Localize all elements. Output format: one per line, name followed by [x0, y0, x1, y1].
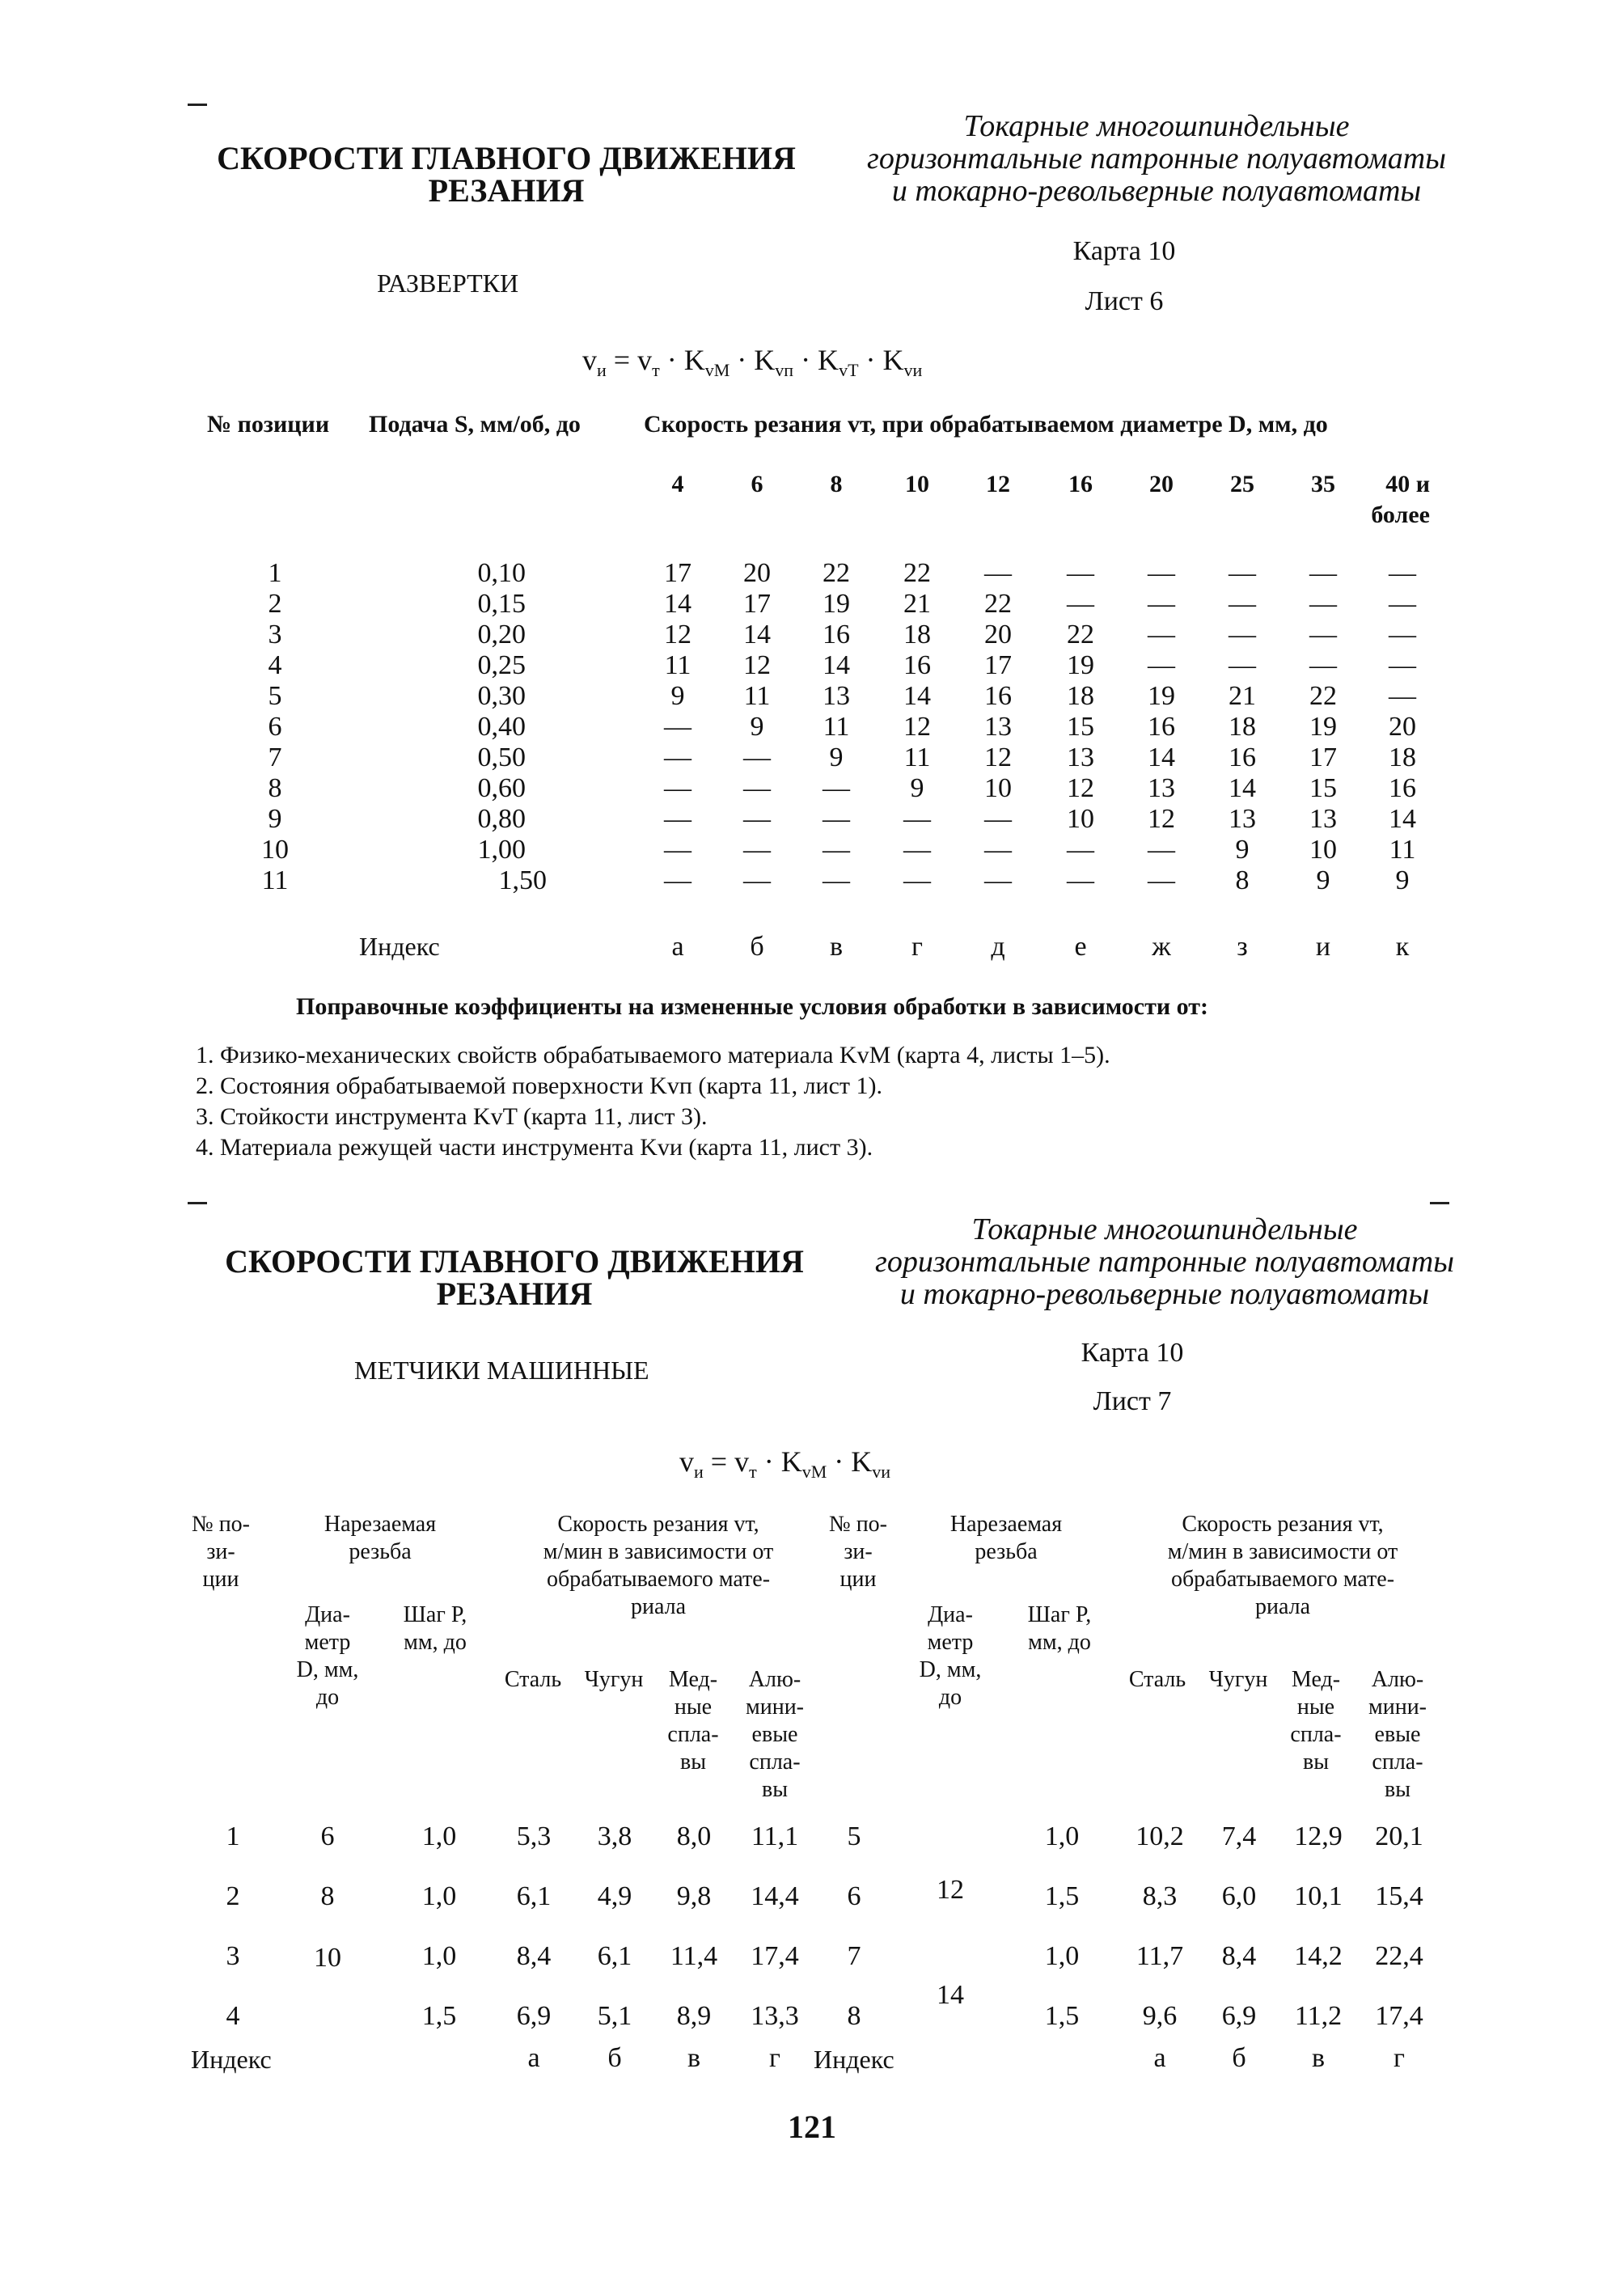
s1-diameter-6: 16 [1068, 471, 1093, 497]
s1-cell-speed: 17 [664, 558, 691, 588]
s1-cell-speed: — [743, 773, 771, 803]
s1-cell-speed: — [1148, 835, 1175, 865]
s1-index-8: з [1237, 932, 1248, 962]
s1-cell-speed: 16 [823, 620, 850, 649]
s1-cell-speed: — [984, 558, 1012, 588]
s1-diameter-5: 12 [986, 471, 1010, 497]
s1-cell-speed: — [664, 712, 691, 742]
s1-cell-speed: 11 [1389, 835, 1416, 865]
s1-cell-speed: — [743, 742, 771, 772]
s1-cell-speed: 21 [1229, 681, 1256, 711]
s1-cell-speed: 20 [743, 558, 771, 588]
s1-cell-speed: 12 [1067, 773, 1094, 803]
s1-cell-speed: — [664, 865, 691, 895]
s1-cell-speed: 18 [1067, 681, 1094, 711]
s2-left-diameter: 8 [320, 1881, 335, 1911]
section1-title: СКОРОСТИ ГЛАВНОГО ДВИЖЕНИЯ РЕЗАНИЯ [217, 140, 796, 209]
s2-index-left-1: а [527, 2043, 540, 2073]
s1-row-position: 8 [268, 773, 282, 803]
s1-row-feed: 0,40 [477, 712, 526, 742]
s2-index-right-3: в [1311, 2043, 1326, 2073]
s2-head-step-right: Шаг P, мм, до [1027, 1602, 1092, 1655]
s1-head-position: № позиции [207, 411, 330, 438]
s2-right-position: 7 [847, 1941, 861, 1971]
s1-cell-speed: 8 [1235, 865, 1250, 895]
s2-index-left-4: г [769, 2043, 780, 2073]
s2-right-speed: 9,6 [1142, 2001, 1178, 2031]
s1-cell-speed: 19 [823, 589, 850, 619]
s2-right-speed: 6,0 [1221, 1881, 1257, 1911]
s1-cell-speed: 16 [984, 681, 1012, 711]
s2-right-speed: 8,3 [1142, 1881, 1178, 1911]
s1-cell-speed: — [1148, 865, 1175, 895]
s2-head-position-left: № по- зи- ции [191, 1512, 251, 1592]
s1-diameter-2: 6 [751, 471, 763, 497]
s1-row-position: 10 [261, 835, 289, 865]
s1-cell-speed: 22 [1309, 681, 1337, 711]
s2-head-diameter-left: Диа- метр D, мм, до [296, 1602, 359, 1710]
s2-left-position: 4 [226, 2001, 240, 2031]
s2-merged-diameter-right: 12 [937, 1875, 964, 1905]
s2-right-speed: 22,4 [1375, 1941, 1423, 1971]
s2-left-speed: 14,4 [751, 1881, 799, 1911]
s1-row-position: 9 [268, 804, 282, 834]
s1-diameter-7: 20 [1149, 471, 1174, 497]
s2-head-thread-left: Нарезаемая резьба [324, 1512, 437, 1564]
s1-cell-speed: — [903, 804, 931, 834]
s2-left-step: 1,5 [421, 2001, 457, 2031]
s2-index-right-2: б [1232, 2043, 1246, 2073]
s1-cell-speed: 11 [743, 681, 771, 711]
s1-row-feed: 0,10 [477, 558, 526, 588]
s2-head-position-right: № по- зи- ции [828, 1512, 888, 1592]
s1-diameter-9: 35 [1311, 471, 1335, 497]
s1-cell-speed: — [1389, 558, 1416, 588]
s1-cell-speed: — [903, 865, 931, 895]
s1-cell-speed: — [1229, 650, 1256, 680]
s1-cell-speed: — [1229, 620, 1256, 649]
s2-left-speed: 5,3 [516, 1821, 552, 1851]
s2-left-position: 3 [226, 1941, 240, 1971]
s1-cell-speed: — [664, 742, 691, 772]
s1-cell-speed: — [1067, 589, 1094, 619]
s1-index-10: к [1395, 932, 1410, 962]
section1-machine-type: Токарные многошпиндельные горизонтальные патронные полуавтоматы и токарно-револьверные полуавтоматы [867, 109, 1446, 208]
s1-correction-4: 4. Материала режущей части инструмента Kvи (карта 11, лист 3). [196, 1134, 873, 1161]
s1-cell-speed: 11 [823, 712, 850, 742]
s1-row-position: 5 [268, 681, 282, 711]
s1-cell-speed: 17 [984, 650, 1012, 680]
section2-tool: МЕТЧИКИ МАШИННЫЕ [354, 1356, 649, 1385]
s1-cell-speed: 14 [743, 620, 771, 649]
s2-left-position: 2 [226, 1881, 240, 1911]
s2-left-speed: 13,3 [751, 2001, 799, 2031]
s2-left-speed: 4,9 [597, 1881, 632, 1911]
s1-row-feed: 0,60 [477, 773, 526, 803]
s1-cell-speed: 21 [903, 589, 931, 619]
s1-cell-speed: — [1309, 650, 1337, 680]
corner-mark [188, 1202, 207, 1204]
s2-head-speed-right: Скорость резания vт, м/мин в зависимости от обрабатываемого мате- риала [1167, 1512, 1398, 1619]
s1-cell-speed: — [1067, 835, 1094, 865]
s2-head-alu-left: Алю- мини- евые спла- вы [746, 1667, 804, 1802]
s2-left-speed: 6,1 [597, 1941, 632, 1971]
s1-cell-speed: 9 [829, 742, 844, 772]
s1-cell-speed: 11 [664, 650, 691, 680]
section1-sheet: Лист 6 [1085, 286, 1164, 316]
s1-correction-2: 2. Состояния обрабатываемой поверхности Kvп (карта 11, лист 1). [196, 1072, 883, 1099]
s1-row-position: 3 [268, 620, 282, 649]
s1-row-position: 7 [268, 742, 282, 772]
s1-cell-speed: — [903, 835, 931, 865]
s1-cell-speed: — [823, 773, 850, 803]
s1-cell-speed: 18 [1229, 712, 1256, 742]
s2-head-copper-left: Мед- ные спла- вы [667, 1667, 719, 1775]
s1-cell-speed: 12 [1148, 804, 1175, 834]
s2-right-speed: 10,2 [1136, 1821, 1184, 1851]
corner-mark [188, 104, 207, 106]
s2-right-step: 1,0 [1044, 1941, 1080, 1971]
s2-right-speed: 17,4 [1375, 2001, 1423, 2031]
s1-row-feed: 0,25 [477, 650, 526, 680]
s1-row-position: 2 [268, 589, 282, 619]
s2-left-diameter: 6 [320, 1821, 335, 1851]
s2-left-speed: 8,0 [676, 1821, 712, 1851]
s1-head-speed: Скорость резания vт, при обрабатываемом диаметре D, мм, до [644, 411, 1328, 438]
s2-left-speed: 6,1 [516, 1881, 552, 1911]
s1-cell-speed: — [664, 773, 691, 803]
s1-index-3: в [829, 932, 844, 962]
s1-cell-speed: 14 [1148, 742, 1175, 772]
s2-right-speed: 7,4 [1221, 1821, 1257, 1851]
s2-right-speed: 8,4 [1221, 1941, 1257, 1971]
s2-right-position: 6 [847, 1881, 861, 1911]
s1-row-feed: 0,80 [477, 804, 526, 834]
s1-cell-speed: 9 [1395, 865, 1410, 895]
s1-cell-speed: 13 [1067, 742, 1094, 772]
s1-row-feed: 0,20 [477, 620, 526, 649]
s2-left-speed: 8,4 [516, 1941, 552, 1971]
section2-machine-type: Токарные многошпиндельные горизонтальные патронные полуавтоматы и токарно-револьверные полуавтоматы [875, 1212, 1454, 1311]
s1-cell-speed: — [1148, 558, 1175, 588]
s1-diameter-1: 4 [671, 471, 684, 497]
s1-cell-speed: 10 [984, 773, 1012, 803]
s1-index-6: е [1074, 932, 1087, 962]
s1-cell-speed: 19 [1309, 712, 1337, 742]
s1-index-7: ж [1152, 932, 1171, 962]
section1-tool: РАЗВЕРТКИ [377, 269, 519, 298]
s1-row-feed: 0,30 [477, 681, 526, 711]
s2-index-left-2: б [607, 2043, 622, 2073]
s1-cell-speed: 16 [1229, 742, 1256, 772]
s1-cell-speed: 10 [1067, 804, 1094, 834]
s1-cell-speed: — [984, 804, 1012, 834]
s1-cell-speed: — [1067, 558, 1094, 588]
s1-cell-speed: 18 [1389, 742, 1416, 772]
s1-cell-speed: 17 [743, 589, 771, 619]
s2-head-steel-right: Сталь [1128, 1667, 1186, 1692]
s2-left-speed: 17,4 [751, 1941, 799, 1971]
s1-row-position: 4 [268, 650, 282, 680]
s2-index-label-left: Индекс [191, 2045, 272, 2074]
s2-head-diameter-right: Диа- метр D, мм, до [919, 1602, 982, 1710]
s2-left-speed: 11,1 [751, 1821, 799, 1851]
s2-right-speed: 10,1 [1294, 1881, 1343, 1911]
s2-left-speed: 11,4 [670, 1941, 718, 1971]
s1-cell-speed: 18 [903, 620, 931, 649]
s1-row-feed: 0,15 [477, 589, 526, 619]
s1-cell-speed: 15 [1067, 712, 1094, 742]
s1-cell-speed: 9 [670, 681, 685, 711]
s1-cell-speed: — [1389, 681, 1416, 711]
s1-cell-speed: 9 [1235, 835, 1250, 865]
s1-diameter-8: 25 [1230, 471, 1254, 497]
s2-right-speed: 11,2 [1294, 2001, 1343, 2031]
s2-right-speed: 6,9 [1221, 2001, 1257, 2031]
s1-cell-speed: 19 [1148, 681, 1175, 711]
s1-cell-speed: 14 [1389, 804, 1416, 834]
s1-row-position: 6 [268, 712, 282, 742]
s1-row-position: 11 [261, 865, 289, 895]
s1-corrections-list [196, 1040, 1110, 1163]
s1-cell-speed: 22 [1067, 620, 1094, 649]
s2-left-step: 1,0 [421, 1881, 457, 1911]
s1-cell-speed: — [1148, 589, 1175, 619]
s2-right-position: 5 [847, 1821, 861, 1851]
s1-cell-speed: 14 [823, 650, 850, 680]
s1-cell-speed: 16 [903, 650, 931, 680]
s1-row-feed: 1,00 [477, 835, 526, 865]
s2-right-step: 1,5 [1044, 2001, 1080, 2031]
s2-head-iron-right: Чугун [1208, 1667, 1268, 1692]
s1-cell-speed: 9 [910, 773, 924, 803]
s2-right-speed: 11,7 [1136, 1941, 1184, 1971]
s1-cell-speed: 9 [750, 712, 764, 742]
s2-left-speed: 3,8 [597, 1821, 632, 1851]
s1-cell-speed: 22 [984, 589, 1012, 619]
s1-cell-speed: 16 [1389, 773, 1416, 803]
s1-cell-speed: — [1389, 589, 1416, 619]
s2-index-left-3: в [687, 2043, 701, 2073]
s2-index-label-right: Индекс [814, 2045, 894, 2074]
s1-cell-speed: — [1309, 620, 1337, 649]
s1-cell-speed: 13 [1309, 804, 1337, 834]
s1-cell-speed: — [823, 865, 850, 895]
s1-cell-speed: 9 [1316, 865, 1330, 895]
s1-diameter-4: 10 [905, 471, 929, 497]
s1-index-label: Индекс [359, 932, 440, 961]
section2-title: СКОРОСТИ ГЛАВНОГО ДВИЖЕНИЯ РЕЗАНИЯ [225, 1243, 804, 1312]
s1-cell-speed: 13 [1229, 804, 1256, 834]
s2-right-speed: 14,2 [1294, 1941, 1343, 1971]
s2-right-speed: 15,4 [1375, 1881, 1423, 1911]
s1-cell-speed: 12 [664, 620, 691, 649]
s1-index-4: г [911, 932, 923, 962]
s1-cell-speed: 22 [903, 558, 931, 588]
s1-correction-1: 1. Физико-механических свойств обрабатываемого материала KvM (карта 4, листы 1–5). [196, 1042, 1110, 1068]
s1-cell-speed: 15 [1309, 773, 1337, 803]
s2-head-iron-left: Чугун [584, 1667, 644, 1692]
s1-head-feed: Подача S, мм/об, до [369, 411, 581, 438]
s1-cell-speed: — [1148, 650, 1175, 680]
s1-cell-speed: 12 [743, 650, 771, 680]
s1-cell-speed: — [823, 835, 850, 865]
page-number: 121 [788, 2109, 836, 2145]
section2-formula: $v_и = v_т \cdot K_{vM} \cdot K_{vи}$ [679, 1445, 891, 1483]
s2-left-step: 1,0 [421, 1821, 457, 1851]
s2-right-step: 1,0 [1044, 1821, 1080, 1851]
s1-cell-speed: 13 [984, 712, 1012, 742]
s1-cell-speed: 20 [1389, 712, 1416, 742]
s2-right-position: 8 [847, 2001, 861, 2031]
s2-right-speed: 12,9 [1294, 1821, 1343, 1851]
s1-cell-speed: 20 [984, 620, 1012, 649]
s1-cell-speed: 22 [823, 558, 850, 588]
s2-head-copper-right: Мед- ные спла- вы [1290, 1667, 1342, 1775]
s2-head-alu-right: Алю- мини- евые спла- вы [1368, 1667, 1427, 1802]
s2-head-speed-left: Скорость резания vт, м/мин в зависимости от обрабатываемого мате- риала [543, 1512, 774, 1619]
s1-cell-speed: — [664, 835, 691, 865]
s1-correction-3: 3. Стойкости инструмента KvT (карта 11, лист 3). [196, 1103, 708, 1130]
s1-cell-speed: 14 [1229, 773, 1256, 803]
section1-card: Карта 10 [1072, 236, 1176, 266]
s1-cell-speed: 19 [1067, 650, 1094, 680]
s1-cell-speed: 10 [1309, 835, 1337, 865]
s1-index-5: д [991, 932, 1005, 962]
s1-cell-speed: — [1148, 620, 1175, 649]
s1-row-position: 1 [268, 558, 282, 588]
s1-cell-speed: 12 [984, 742, 1012, 772]
s1-cell-speed: — [1067, 865, 1094, 895]
s1-index-1: а [671, 932, 684, 962]
s1-cell-speed: 13 [823, 681, 850, 711]
corner-mark [1430, 1202, 1449, 1204]
s1-cell-speed: — [1309, 558, 1337, 588]
s1-cell-speed: — [823, 804, 850, 834]
s1-cell-speed: 12 [903, 712, 931, 742]
s2-head-step-left: Шаг P, мм, до [403, 1602, 467, 1655]
s2-left-speed: 9,8 [676, 1881, 712, 1911]
s1-cell-speed: 14 [903, 681, 931, 711]
s1-cell-speed: 16 [1148, 712, 1175, 742]
s1-cell-speed: — [1389, 620, 1416, 649]
s2-right-step: 1,5 [1044, 1881, 1080, 1911]
s2-right-speed: 20,1 [1375, 1821, 1423, 1851]
s1-cell-speed: — [984, 865, 1012, 895]
s1-cell-speed: — [1389, 650, 1416, 680]
s2-left-speed: 5,1 [597, 2001, 632, 2031]
s2-left-step: 1,0 [421, 1941, 457, 1971]
s1-cell-speed: — [664, 804, 691, 834]
s2-head-steel-left: Сталь [504, 1667, 562, 1692]
s1-cell-speed: — [1309, 589, 1337, 619]
s1-cell-speed: 17 [1309, 742, 1337, 772]
s2-left-speed: 6,9 [516, 2001, 552, 2031]
s2-left-speed: 8,9 [676, 2001, 712, 2031]
s1-corrections-title: Поправочные коэффициенты на измененные условия обработки в зависимости от: [296, 993, 1208, 1020]
s2-index-right-1: а [1153, 2043, 1166, 2073]
s1-cell-speed: — [743, 835, 771, 865]
s1-index-9: и [1315, 932, 1331, 962]
s1-row-feed: 1,50 [498, 865, 547, 895]
s1-diameter-3: 8 [830, 471, 843, 497]
s1-cell-speed: — [1229, 589, 1256, 619]
s1-row-feed: 0,50 [477, 742, 526, 772]
s2-diameter-row8: 14 [937, 1980, 964, 2010]
s2-index-right-4: г [1394, 2043, 1405, 2073]
section2-sheet: Лист 7 [1093, 1386, 1172, 1416]
s2-left-position: 1 [226, 1821, 240, 1851]
s1-cell-speed: — [743, 865, 771, 895]
s2-merged-diameter-left: 10 [314, 1943, 341, 1973]
s2-head-thread-right: Нарезаемая резьба [949, 1512, 1063, 1564]
s1-cell-speed: 13 [1148, 773, 1175, 803]
s1-cell-speed: 14 [664, 589, 691, 619]
s1-cell-speed: — [1229, 558, 1256, 588]
s1-diameter-10: 40 и более [1371, 471, 1430, 528]
section1-formula: $v_и = v_т \cdot K_{vM} \cdot K_{vп} \cdot K_{vT} \cdot K_{vи}$ [582, 344, 923, 381]
section2-card: Карта 10 [1081, 1338, 1184, 1368]
s1-cell-speed: — [984, 835, 1012, 865]
s1-cell-speed: — [743, 804, 771, 834]
s1-cell-speed: 11 [903, 742, 931, 772]
s1-index-2: б [750, 932, 764, 962]
